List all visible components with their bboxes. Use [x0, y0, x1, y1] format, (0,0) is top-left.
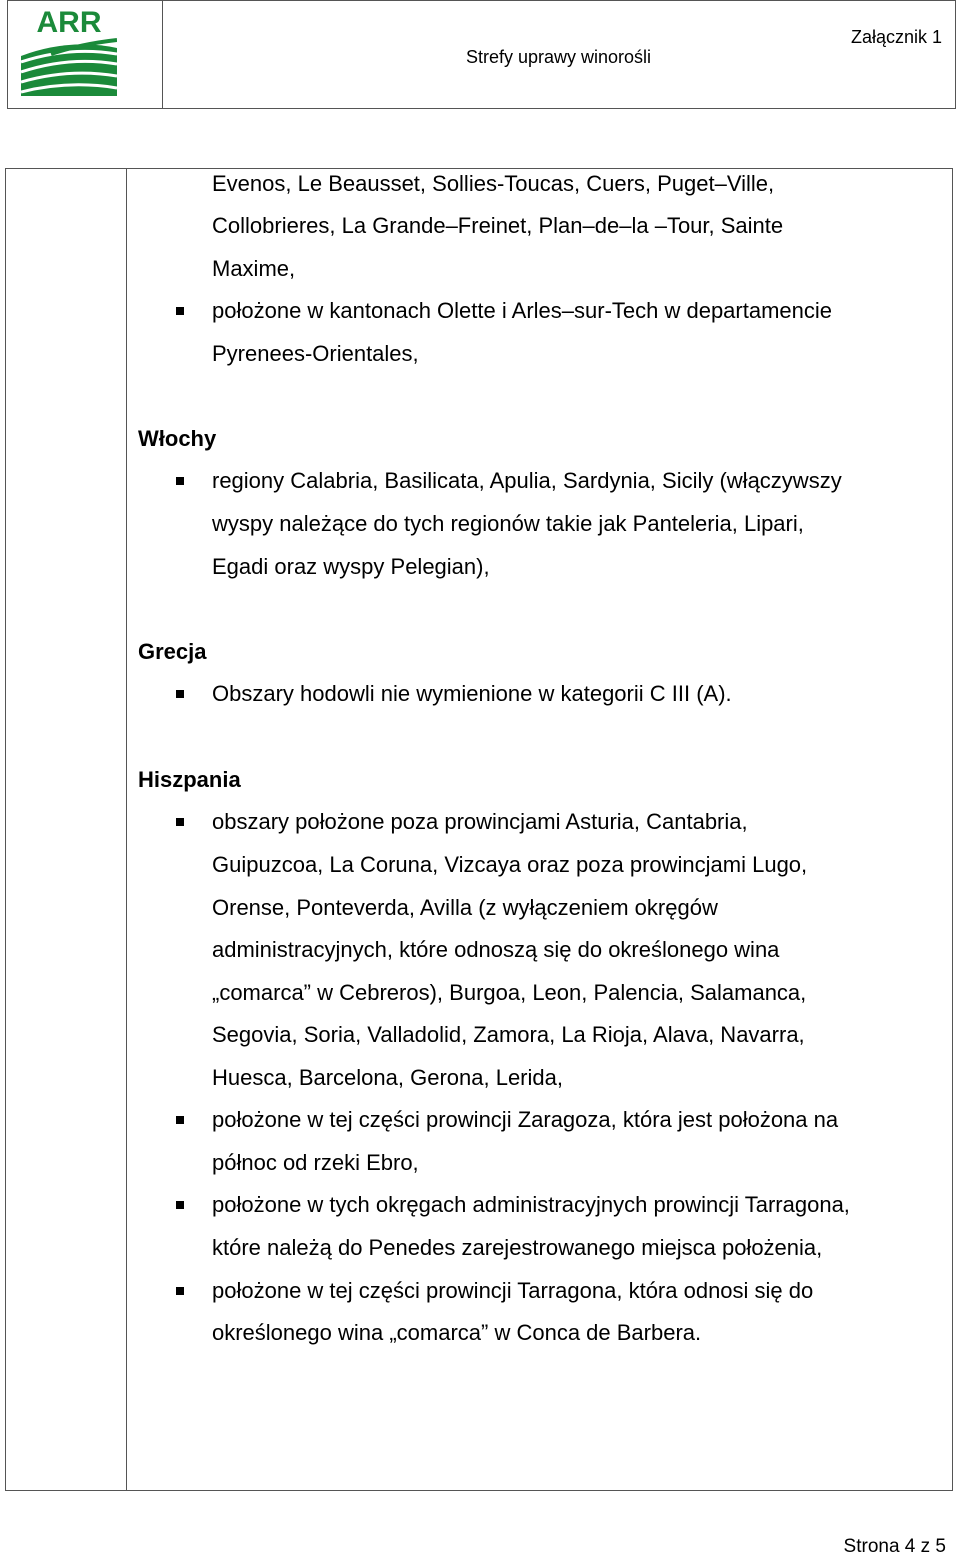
text-line: obszary położone poza prowincjami Asturia, Cantabria, [212, 809, 748, 834]
page-number: Strona 4 z 5 [843, 1536, 946, 1557]
text-line: Evenos, Le Beausset, Sollies-Toucas, Cuers, Puget–Ville, [212, 171, 775, 196]
country-heading-italy: Włochy [138, 426, 217, 451]
text-line: położone w tej części prowincji Zaragoza, która jest położona na [212, 1107, 839, 1132]
text-line: administracyjnych, które odnoszą się do określonego wina [212, 937, 780, 962]
text-line: „comarca” w Cebreros), Burgoa, Leon, Palencia, Salamanca, [212, 980, 807, 1005]
text-line: położone w kantonach Olette i Arles–sur-Tech w departamencie [212, 298, 833, 323]
bullet-marker [176, 1201, 184, 1209]
logo-text: ARR [36, 6, 102, 39]
column-divider [126, 169, 127, 1490]
text-line: Collobrieres, La Grande–Freinet, Plan–de–la –Tour, Sainte [212, 213, 784, 238]
bullet-marker [176, 818, 184, 826]
text-line: regiony Calabria, Basilicata, Apulia, Sardynia, Sicily (włączywszy [212, 468, 842, 493]
text-line: położone w tej części prowincji Tarragona, która odnosi się do [212, 1278, 814, 1303]
bullet-marker [176, 1116, 184, 1124]
text-line: Guipuzcoa, La Coruna, Vizcaya oraz poza prowincjami Lugo, [212, 852, 808, 877]
bullet-marker [176, 1287, 184, 1295]
bullet-marker [176, 690, 184, 698]
text-line: które należą do Penedes zarejestrowanego miejsca położenia, [212, 1235, 823, 1260]
text-line: Orense, Ponteverda, Avilla (z wyłączeniem okręgów [212, 895, 718, 920]
text-line: Obszary hodowli nie wymienione w kategorii C III (A). [212, 681, 732, 706]
bullet-marker [176, 477, 184, 485]
country-heading-greece: Grecja [138, 639, 207, 664]
text-line: Egadi oraz wyspy Pelegian), [212, 554, 490, 579]
text-line: północ od rzeki Ebro, [212, 1150, 419, 1175]
text-line: określonego wina „comarca” w Conca de Barbera. [212, 1320, 702, 1345]
text-line: Pyrenees-Orientales, [212, 341, 419, 366]
bullet-marker [176, 307, 184, 315]
text-line: położone w tych okręgach administracyjnych prowincji Tarragona, [212, 1192, 850, 1217]
arr-logo [21, 4, 117, 96]
annex-label: Załącznik 1 [850, 27, 942, 47]
page-header [7, 0, 956, 109]
logo-cell [8, 1, 163, 108]
document-title: Strefy uprawy winorośli [465, 47, 652, 67]
text-line: wyspy należące do tych regionów takie jak Panteleria, Lipari, [212, 511, 804, 536]
text-line: Segovia, Soria, Valladolid, Zamora, La Rioja, Alava, Navarra, [212, 1022, 805, 1047]
country-heading-spain: Hiszpania [138, 767, 241, 792]
text-line: Huesca, Barcelona, Gerona, Lerida, [212, 1065, 563, 1090]
text-line: Maxime, [212, 256, 296, 281]
